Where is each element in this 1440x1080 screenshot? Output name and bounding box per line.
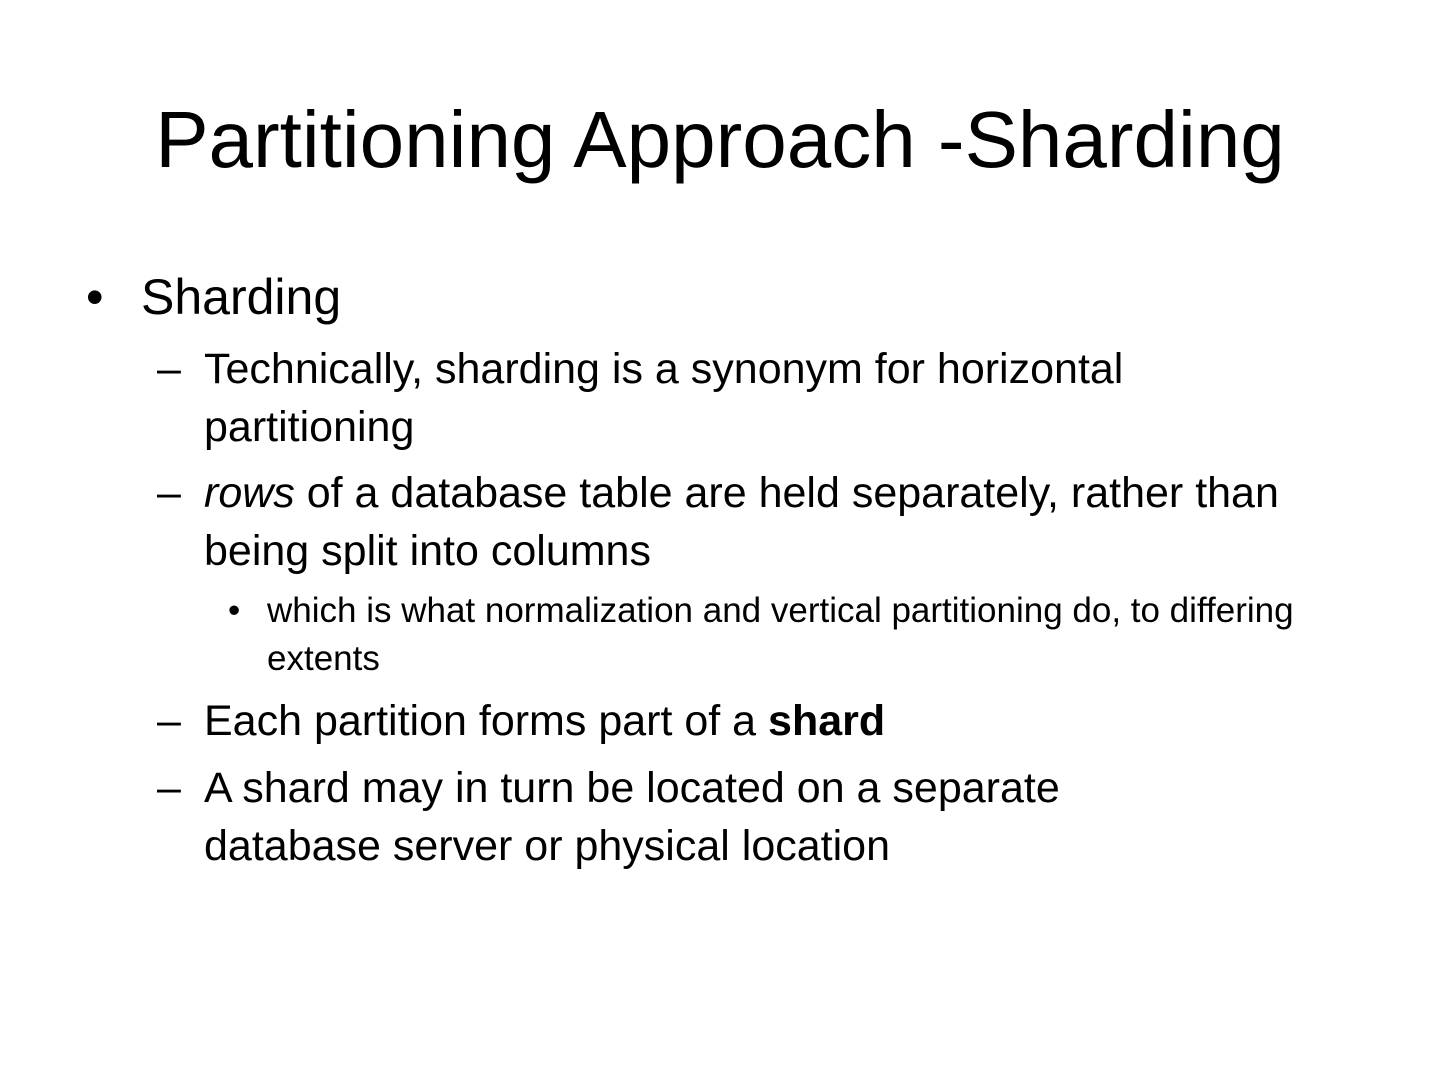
bullet-shard-location	[204, 759, 1204, 875]
bullet-text: Technically, sharding is a synonym for horizontal partitioning	[204, 345, 1124, 451]
bullet-text: of a database table are held separately, rather than being split into columns	[204, 469, 1279, 575]
bullet-text: Sharding	[141, 269, 342, 325]
bullet-text: which is what normalization and vertical partitioning do, to differing extents	[267, 591, 1294, 678]
bullet-marker: •	[228, 591, 241, 630]
bullet-technically	[204, 340, 1274, 456]
bullet-normalization	[267, 587, 1327, 683]
bold-shard: shard	[768, 697, 886, 745]
slide-title: Partitioning Approach -Sharding	[155, 95, 1285, 184]
dash-marker: –	[157, 764, 181, 812]
italic-rows: rows	[204, 469, 295, 517]
bullet-text: Each partition forms part of a	[204, 697, 769, 745]
bullet-marker: •	[86, 269, 104, 325]
dash-marker: –	[157, 345, 181, 393]
bullet-sharding	[141, 268, 1341, 326]
dash-marker: –	[157, 697, 181, 745]
bullet-partition	[204, 692, 1324, 750]
dash-marker: –	[157, 469, 181, 517]
bullet-rows	[204, 464, 1324, 580]
bullet-text: A shard may in turn be located on a separate database server or physical location	[204, 764, 1060, 870]
